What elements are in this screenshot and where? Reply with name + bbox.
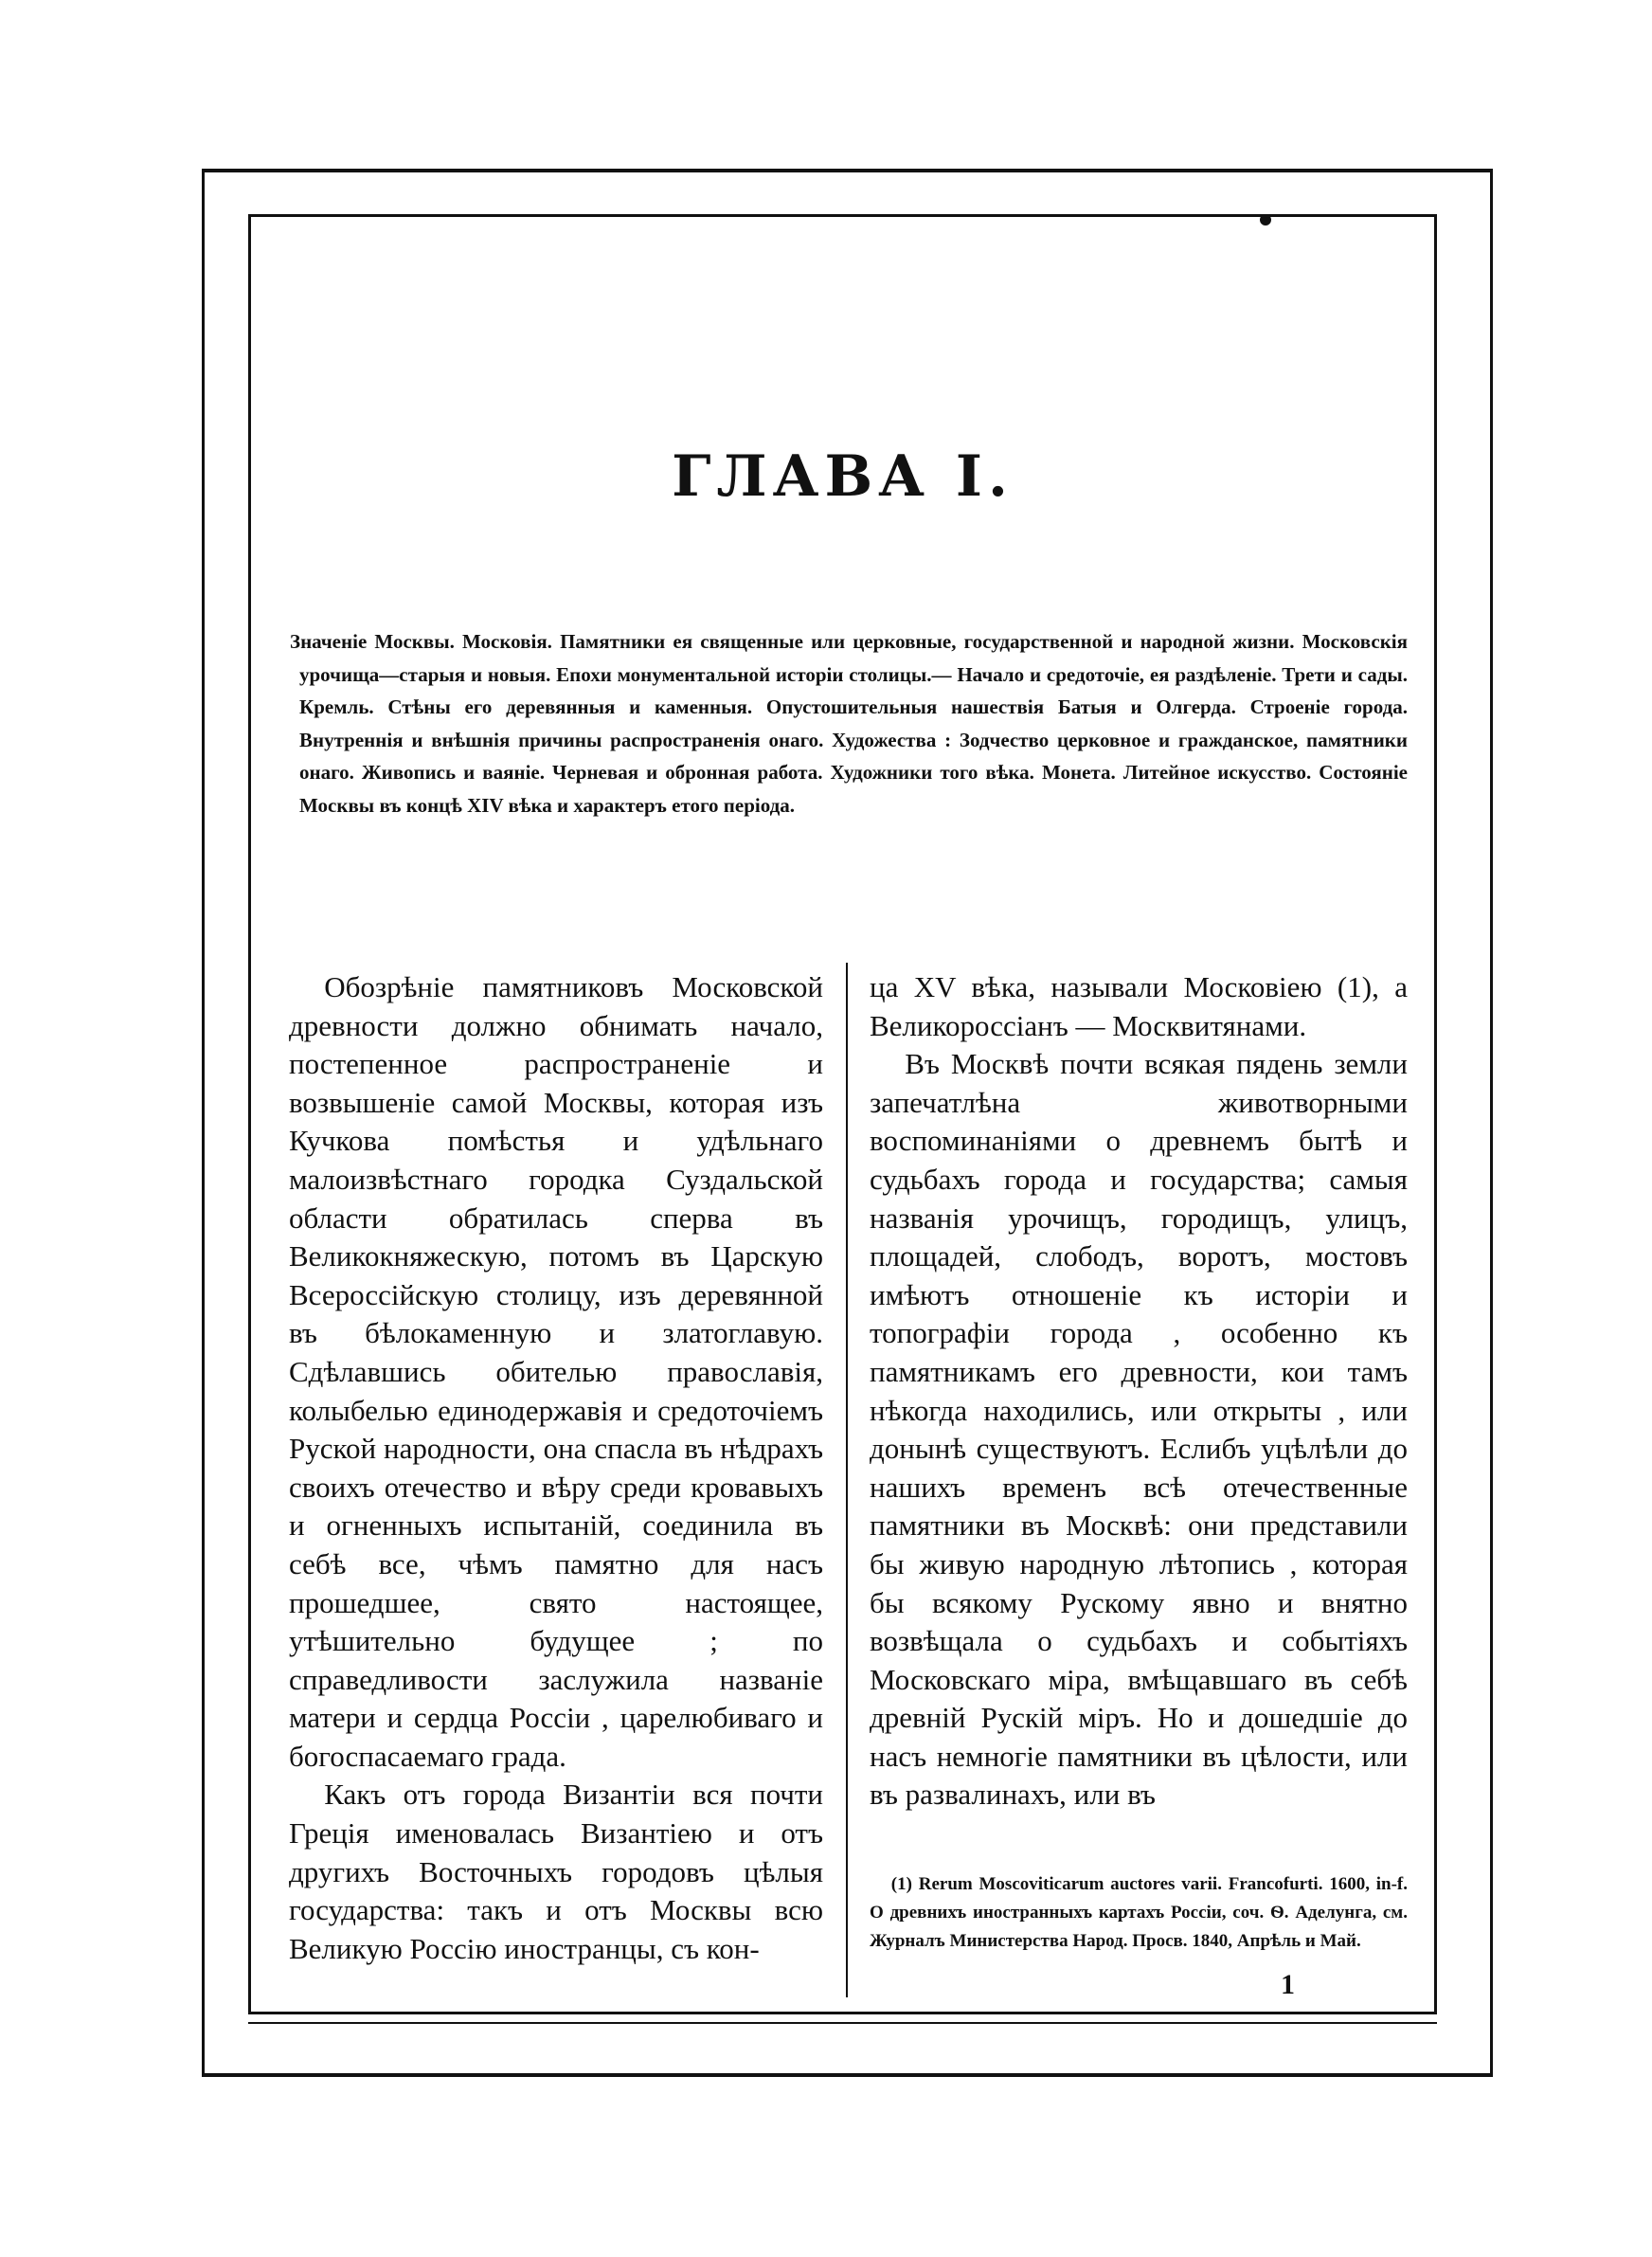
text-column-left — [289, 968, 823, 1968]
outer-border-left — [202, 169, 205, 2077]
text-column-right — [870, 968, 1408, 1815]
outer-border-right — [1490, 169, 1493, 2077]
paragraph: ца XV вѣка, называли Московіею (1), а Великороссіанъ — Москвитянами. — [870, 970, 1408, 1042]
footnote-text: (1) Rerum Moscoviticarum auctores varii. Francofurti. 1600, in-f. О древнихъ иностранныхъ картахъ Россіи, соч. Ѳ. Аделунга, см. Журналъ Министерства Народ. Просв. 1840, Апрѣль и Май. — [870, 1874, 1408, 1951]
column-divider — [846, 963, 848, 1997]
paragraph: Обозрѣніе памятниковъ Московской древности должно обнимать начало, постепенное распространеніе и возвышеніе самой Москвы, которая изъ Кучкова помѣстья и удѣльнаго малоизвѣстнаго городка Суздальской области обратилась сперва въ Великокняжескую, потомъ въ Царскую Всероссійскую столицу, изъ деревянной въ бѣлокаменную и златоглавую. Сдѣлавшись обителью православія, колыбелью единодержавія и средоточіемъ Руской народности, она спасла въ нѣдрахъ своихъ отечество и вѣру среди кровавыхъ и огненныхъ испытаній, соединила въ себѣ все, чѣмъ памятно для насъ прошедшее, свято настоящее, утѣшительно будущее ; по справедливости заслужила названіе матери и сердца Россіи , царелюбиваго и богоспасаемаго града. — [289, 970, 823, 1773]
frame-bottom-rule — [248, 2022, 1437, 2024]
ornament-dot — [1260, 214, 1271, 226]
page-number: 1 — [1281, 1969, 1295, 2000]
paragraph: Какъ отъ города Византіи вся почти Греція именовалась Византіею и отъ другихъ Восточныхъ городовъ цѣлыя государства: такъ и отъ Москвы всю Великую Россію иностранцы, съ кон- — [289, 1778, 823, 1965]
paragraph: Въ Москвѣ почти всякая пядень земли запечатлѣна животворными воспоминаніями о древнемъ бытѣ и судьбахъ города и государства; самыя названія урочищъ, городищъ, улицъ, площадей, слободъ, воротъ, мостовъ имѣютъ отношеніе къ исторіи и топографіи города , особенно къ памятникамъ его древности, кои тамъ нѣкогда находились, или открыты , или донынѣ существуютъ. Еслибъ уцѣлѣли до нашихъ временъ всѣ отечественные памятники въ Москвѣ: они представили бы живую народную лѣтопись , которая бы всякому Рускому явно и внятно возвѣщала о судьбахъ и событіяхъ Московскаго міра, вмѣщавшаго въ себѣ древній Рускій міръ. Но и дошедшіе до насъ немногіе памятники въ цѣлости, или въ развалинахъ, или въ — [870, 1047, 1408, 1812]
outer-border-top — [202, 169, 1492, 172]
footnote — [870, 1870, 1408, 1956]
chapter-summary: Значеніе Москвы. Московія. Памятники ея священные или церковные, государственной и народной жизни. Московскія урочища—старыя и новыя. Епохи монументальной исторіи столицы.— Начало и средоточіе, ея раздѣленіе. Трети и сады. Кремль. Стѣны его деревянныя и каменныя. Опустошительныя нашествія Батыя и Олгерда. Строеніе города. Внутреннія и внѣшнія причины распространенія онаго. Художества : Зодчество церковное и гражданское, памятники онаго. Живопись и ваяніе. Черневая и обронная работа. Художники того вѣка. Монета. Литейное искусство. Состояніе Москвы въ концѣ XIV вѣка и характеръ етого періода. — [290, 630, 1408, 817]
outer-border-bottom — [202, 2073, 1492, 2077]
chapter-title: ГЛАВА I. — [672, 443, 1014, 510]
